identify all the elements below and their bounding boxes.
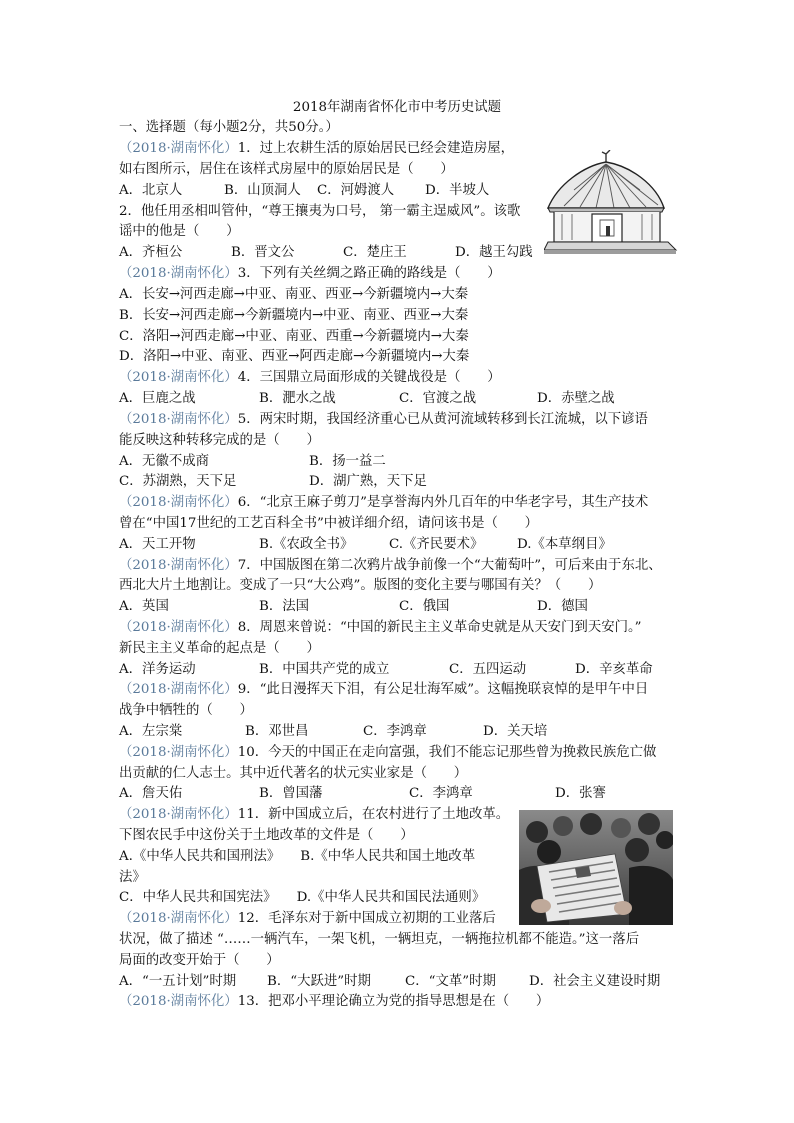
question-12-line3: 局面的改变开始于（ ） bbox=[119, 953, 280, 968]
option: A．齐桓公 bbox=[119, 245, 183, 260]
option: B．曾国藩 bbox=[259, 786, 323, 801]
option: D．越王勾践 bbox=[455, 245, 533, 260]
question-12-line2: 状况，做了描述 “……一辆汽车，一架飞机，一辆坦克，一辆拖拉机都不能造。”这一落后 bbox=[119, 932, 640, 947]
option: A．巨鹿之战 bbox=[119, 391, 196, 406]
question-7: （2018·湖南怀化）7．中国版图在第二次鸦片战争前像一个“大葡萄叶”，可后来由于东北、 bbox=[119, 558, 662, 573]
option: C．五四运动 bbox=[449, 662, 527, 677]
option: D．关天培 bbox=[483, 724, 548, 739]
question-12: （2018·湖南怀化）12．毛泽东对于新中国成立初期的工业落后 bbox=[119, 911, 496, 926]
primitive-house-image bbox=[544, 150, 678, 254]
question-9-line2: 战争中牺牲的（ ） bbox=[119, 703, 253, 718]
option: B．“大跃进”时期 bbox=[267, 974, 371, 989]
option: C．“文革”时期 bbox=[405, 974, 496, 989]
option: C．河姆渡人 bbox=[317, 183, 395, 198]
question-11-line3: A.《中华人民共和国刑法》 B.《中华人民共和国土地改革 bbox=[119, 849, 476, 864]
question-10: （2018·湖南怀化）10．今天的中国正在走向富强，我们不能忘记那些曾为挽救民族危亡做 bbox=[119, 745, 657, 760]
option: A．洋务运动 bbox=[119, 662, 196, 677]
option: C．官渡之战 bbox=[399, 391, 477, 406]
option: D．德国 bbox=[537, 599, 588, 614]
option: B．淝水之战 bbox=[259, 391, 336, 406]
section-heading: 一、选择题（每小题2分，共50分。） bbox=[119, 120, 339, 135]
question-9: （2018·湖南怀化）9．“此日漫挥天下泪，有公足壮海军威”。这幅挽联哀悼的是甲午中日 bbox=[119, 682, 649, 697]
question-11: （2018·湖南怀化）11．新中国成立后，在农村进行了土地改革。 bbox=[119, 807, 510, 822]
option: C．李鸿章 bbox=[363, 724, 427, 739]
question-6-line2: 曾在“中国17世纪的工艺百科全书”中被详细介绍，请问该书是（ ） bbox=[119, 516, 539, 531]
option: D．张謇 bbox=[555, 786, 606, 801]
option: C．楚庄王 bbox=[343, 245, 407, 260]
question-2: 2．他任用丞相叫管仲，“尊王攘夷为口号， 第一霸主逞威风”。该歌 bbox=[119, 204, 521, 219]
option: A．英国 bbox=[119, 599, 169, 614]
option: C．李鸿章 bbox=[409, 786, 473, 801]
option: A．北京人 bbox=[119, 183, 183, 198]
option: C．洛阳→河西走廊→中亚、南亚、西重→今新疆境内→大秦 bbox=[119, 329, 469, 344]
option: A．“一五计划”时期 bbox=[119, 974, 237, 989]
option: D．社会主义建设时期 bbox=[529, 974, 661, 989]
option: C．俄国 bbox=[399, 599, 450, 614]
option: D．赤壁之战 bbox=[537, 391, 615, 406]
option: B．晋文公 bbox=[231, 245, 295, 260]
option: C.《齐民要术》 bbox=[389, 537, 484, 552]
question-11-line5: C．中华人民共和国宪法》 D.《中华人民共和国民法通则》 bbox=[119, 890, 486, 905]
option: D．半坡人 bbox=[425, 183, 490, 198]
option: D．湖广熟，天下足 bbox=[309, 474, 427, 489]
option: D．洛阳→中亚、南亚、西亚→阿西走廊→今新疆境内→大秦 bbox=[119, 349, 470, 364]
option: B．长安→河西走廊→今新疆境内→中亚、南亚、西亚→大秦 bbox=[119, 308, 469, 323]
question-6: （2018·湖南怀化）6．“北京王麻子剪刀”是享誉海内外几百年的中华老字号，其生产技术 bbox=[119, 495, 649, 510]
option: D.《本草纲目》 bbox=[517, 537, 612, 552]
option: B．中国共产党的成立 bbox=[259, 662, 390, 677]
question-4: （2018·湖南怀化）4．三国鼎立局面形成的关键战役是（ ） bbox=[119, 370, 501, 385]
option: A．左宗棠 bbox=[119, 724, 183, 739]
question-2-line2: 谣中的他是（ ） bbox=[119, 224, 240, 239]
question-11-line4: 法》 bbox=[119, 870, 146, 885]
option: A．长安→河西走廊→中亚、南亚、西亚→今新疆境内→大秦 bbox=[119, 287, 469, 302]
option: B．法国 bbox=[259, 599, 310, 614]
option: C．苏湖熟，天下足 bbox=[119, 474, 237, 489]
question-8: （2018·湖南怀化）8．周恩来曾说：“中国的新民主主义革命史就是从天安门到天安门。” bbox=[119, 620, 642, 635]
question-7-line2: 西北大片土地割让。变成了一只“大公鸡”。版图的变化主要与哪国有关？（ ） bbox=[119, 578, 602, 593]
question-8-line2: 新民主主义革命的起点是（ ） bbox=[119, 641, 320, 656]
option: A．天工开物 bbox=[119, 537, 196, 552]
question-1: （2018·湖南怀化）1．过上农耕生活的原始居民已经会建造房屋， bbox=[119, 141, 515, 156]
option: D．辛亥革命 bbox=[575, 662, 653, 677]
option: B．邓世昌 bbox=[245, 724, 309, 739]
option: A．詹天佑 bbox=[119, 786, 183, 801]
question-3: （2018·湖南怀化）3．下列有关丝绸之路正确的路线是（ ） bbox=[119, 266, 501, 281]
question-10-line2: 出贡献的仁人志士。其中近代著名的状元实业家是（ ） bbox=[119, 766, 468, 781]
question-1-line2: 如右图所示，居住在该样式房屋中的原始居民是（ ） bbox=[119, 162, 454, 177]
option: A．无徽不成商 bbox=[119, 454, 210, 469]
land-reform-photo bbox=[519, 810, 673, 925]
question-5: （2018·湖南怀化）5．两宋时期，我国经济重心已从黄河流域转移到长江流城，以下谚语 bbox=[119, 412, 648, 427]
option: B.《农政全书》 bbox=[259, 537, 354, 552]
question-13: （2018·湖南怀化）13．把邓小平理论确立为党的指导思想是在（ ） bbox=[119, 994, 550, 1009]
option: B．扬一益二 bbox=[309, 454, 386, 469]
option: B．山顶洞人 bbox=[224, 183, 301, 198]
question-11-line2: 下图农民手中这份关于土地改革的文件是（ ） bbox=[119, 828, 414, 843]
source-tag: （2018·湖南怀化） bbox=[119, 141, 238, 156]
question-5-line2: 能反映这种转移完成的是（ ） bbox=[119, 433, 320, 448]
page-title: 2018年湖南省怀化市中考历史试题 bbox=[292, 100, 502, 115]
